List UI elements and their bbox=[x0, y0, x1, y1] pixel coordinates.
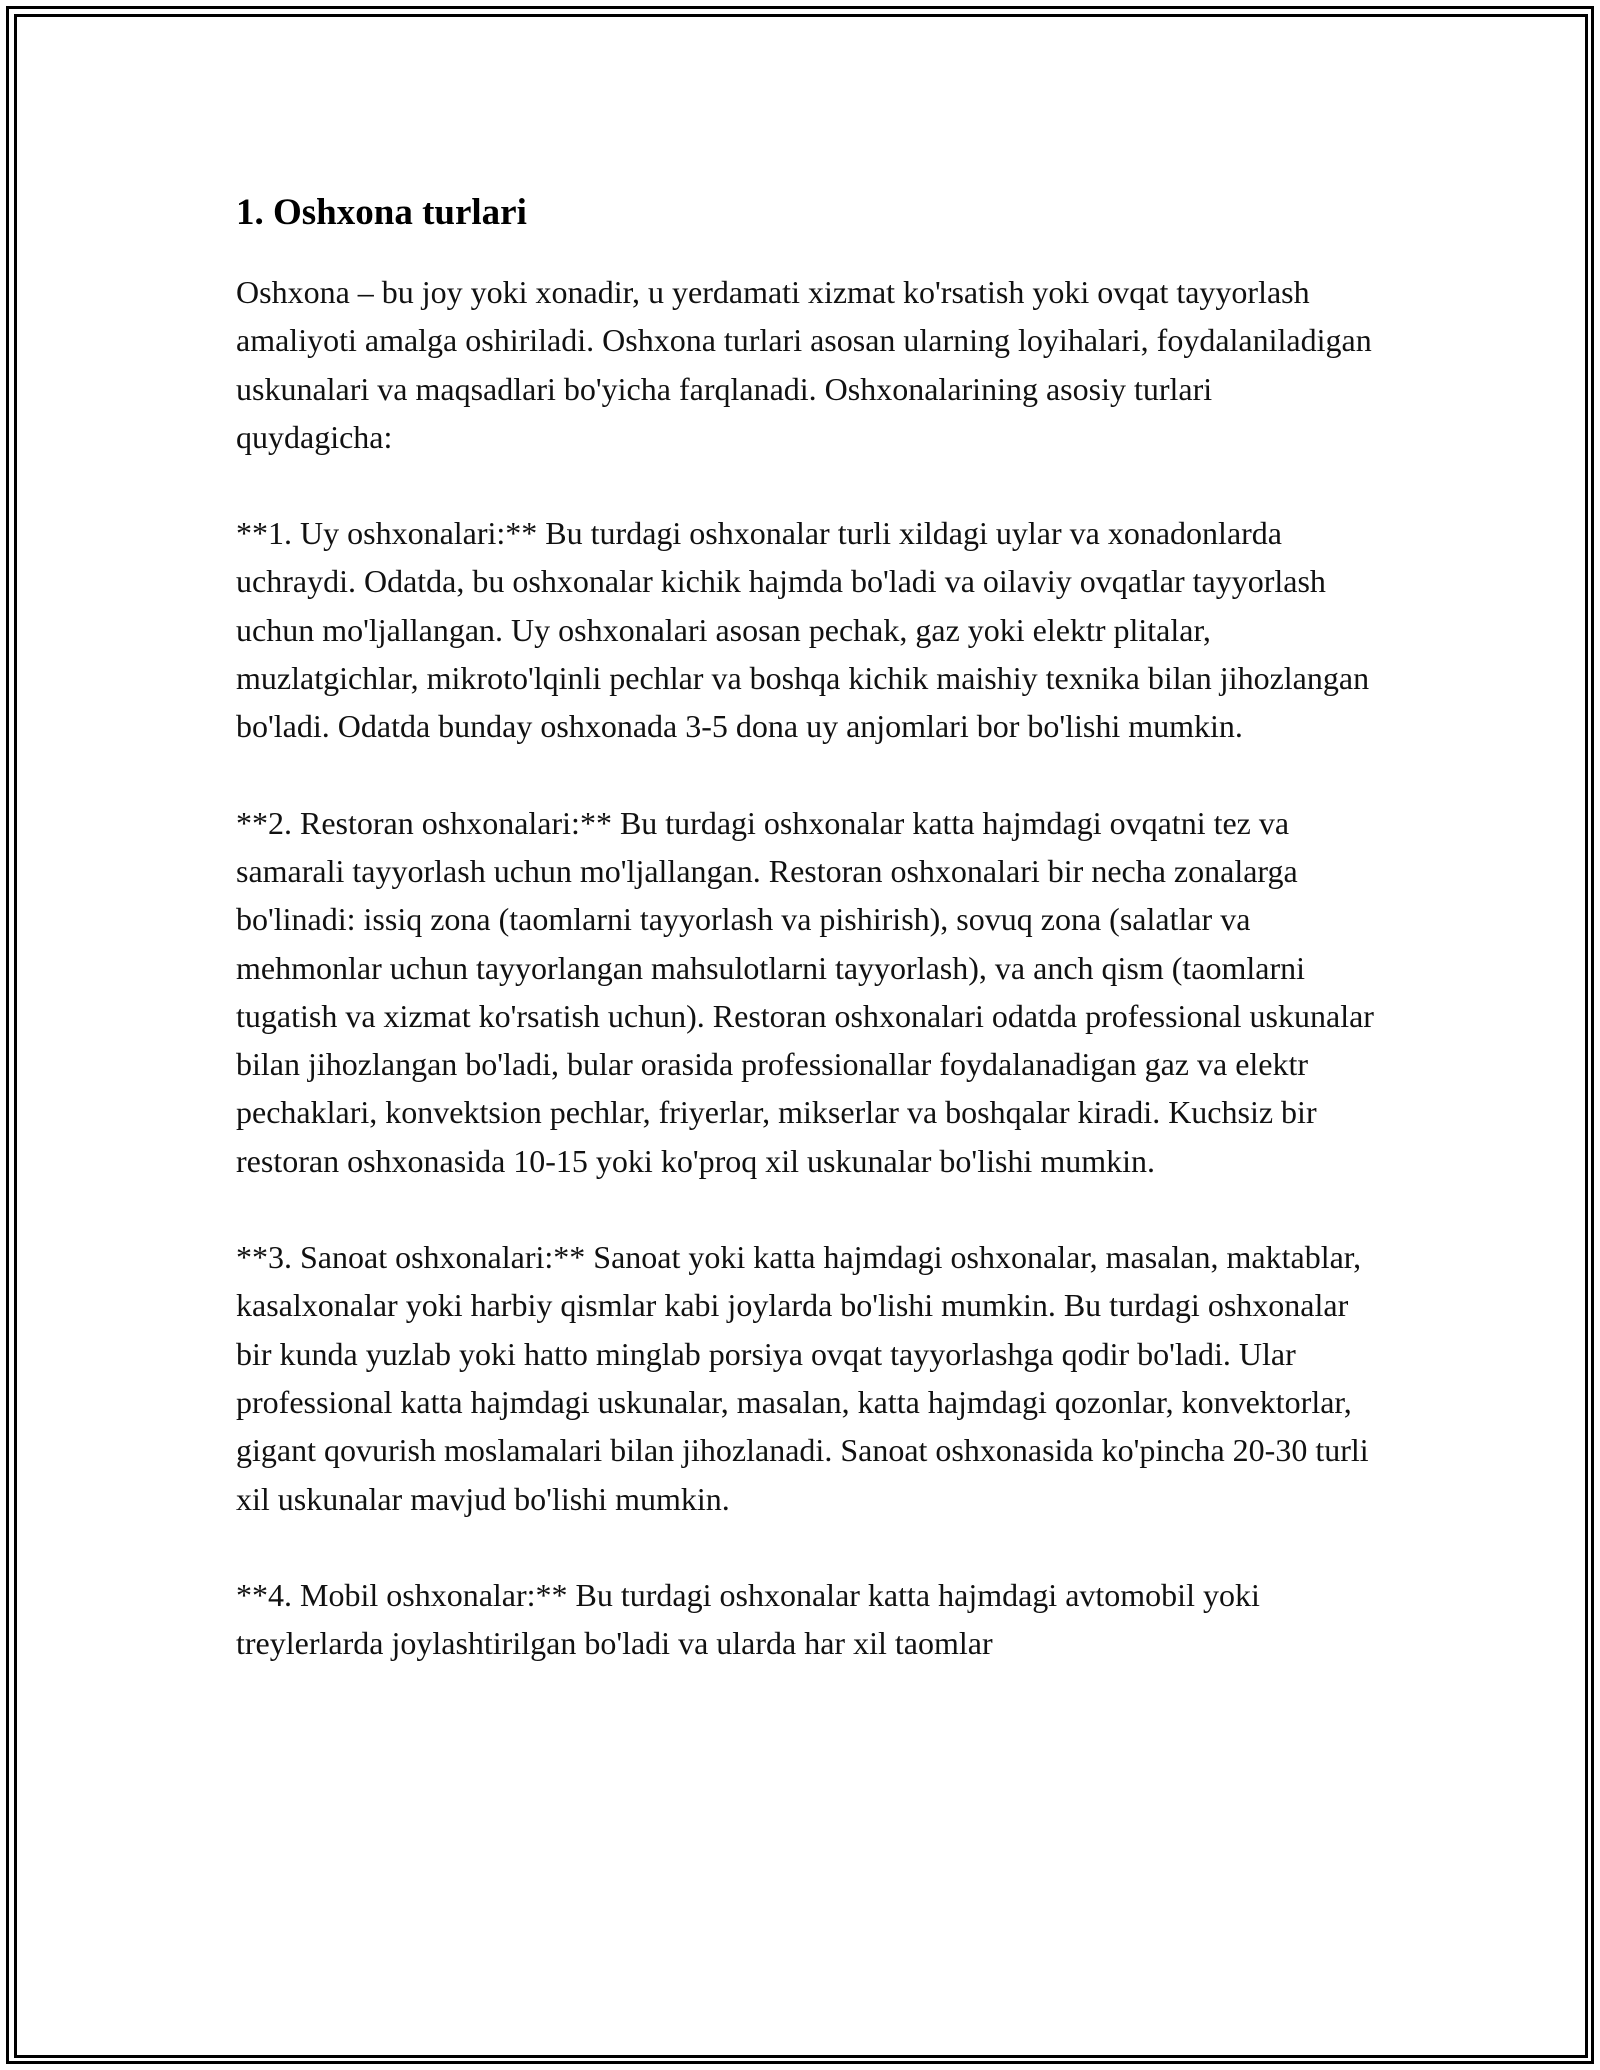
document-body bbox=[236, 186, 1376, 1715]
paragraph-mobile-kitchens: **4. Mobil oshxonalar:** Bu turdagi oshxonalar katta hajmdagi avtomobil yoki treylerlarda joylashtirilgan bo'ladi va ularda har xil taomlar bbox=[236, 1576, 1260, 1662]
paragraph-home-kitchens: **1. Uy oshxonalari:** Bu turdagi oshxonalar turli xildagi uylar va xonadonlarda uchraydi. Odatda, bu oshxonalar kichik hajmda bo'ladi va oilaviy ovqatlar tayyorlash uchun mo'ljallangan. Uy oshxonalari asosan pechak, gaz yoki elektr plitalar, muzlatgichlar, mikroto'lqinli pechlar va boshqa kichik maishiy texnika bilan jihozlangan bo'ladi. Odatda bunday oshxonada 3-5 dona uy anjomlari bor bo'lishi mumkin. bbox=[236, 515, 1370, 745]
section-heading: 1. Oshxona turlari bbox=[236, 192, 527, 233]
paragraph-restaurant-kitchens: **2. Restoran oshxonalari:** Bu turdagi oshxonalar katta hajmdagi ovqatni tez va samarali tayyorlash uchun mo'ljallangan. Restoran oshxonalari bir necha zonalarga bo'linadi: issiq zona (taomlarni tayyorlash va pishirish), sovuq zona (salatlar va mehmonlar uchun tayyorlangan mahsulotlarni tayyorlash), va anch qism (taomlarni tugatish va xizmat ko'rsatish uchun). Restoran oshxonalari odatda professional uskunalar bilan jihozlangan bo'ladi, bular orasida professionallar foydalanadigan gaz va elektr pechaklari, konvektsion pechlar, friyerlar, mikserlar va boshqalar kiradi. Kuchsiz bir restoran oshxonasida 10-15 yoki ko'proq xil uskunalar bo'lishi mumkin. bbox=[236, 804, 1374, 1179]
paragraph-industrial-kitchens: **3. Sanoat oshxonalari:** Sanoat yoki katta hajmdagi oshxonalar, masalan, maktablar, kasalxonalar yoki harbiy qismlar kabi joylarda bo'lishi mumkin. Bu turdagi oshxonalar bir kunda yuzlab yoki hatto minglab porsiya ovqat tayyorlashga qodir bo'ladi. Ular professional katta hajmdagi uskunalar, masalan, katta hajmdagi qozonlar, konvektorlar, gigant qovurish moslamalari bilan jihozlanadi. Sanoat oshxonasida ko'pincha 20-30 turli xil uskunalar mavjud bo'lishi mumkin. bbox=[236, 1239, 1369, 1517]
paragraph-intro: Oshxona – bu joy yoki xonadir, u yerdamati xizmat ko'rsatish yoki ovqat tayyorlash amaliyoti amalga oshiriladi. Oshxona turlari asosan ularning loyihalari, foydalaniladigan uskunalari va maqsadlari bo'yicha farqlanadi. Oshxonalarining asosiy turlari quydagicha: bbox=[236, 274, 1372, 455]
